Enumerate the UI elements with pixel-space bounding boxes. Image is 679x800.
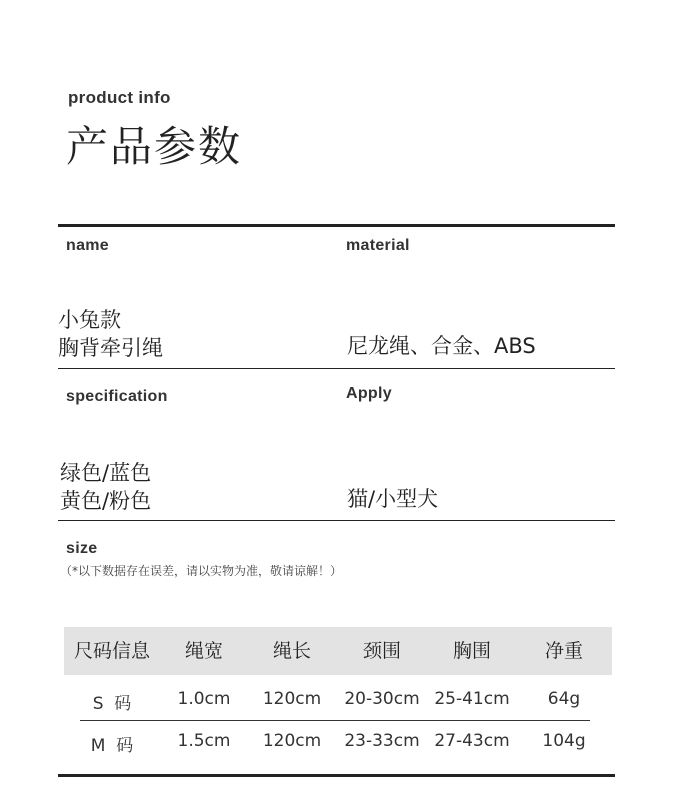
name-value-line1: 小兔款 — [58, 308, 121, 332]
cell-neck-girth: 23-33cm — [344, 731, 420, 751]
header-rope-length: 绳长 — [272, 640, 311, 662]
name-value-line2: 胸背牵引绳 — [58, 336, 163, 360]
specification-label: specification — [66, 388, 168, 405]
bottom-divider — [58, 774, 615, 777]
section-divider-1 — [58, 368, 615, 369]
size-label: size — [66, 540, 98, 557]
header-rope-width: 绳宽 — [184, 640, 223, 662]
size-note: （*以下数据存在误差，请以实物为准，敬请谅解！） — [60, 564, 343, 578]
row-divider — [80, 720, 590, 721]
spec-value-line1: 绿色/蓝色 — [60, 461, 152, 485]
cell-net-weight: 64g — [547, 689, 581, 709]
cell-rope-width: 1.0cm — [177, 689, 231, 709]
top-divider — [58, 224, 615, 227]
table-row — [64, 725, 612, 759]
cell-rope-width: 1.5cm — [177, 731, 231, 751]
header-chest-girth: 胸围 — [452, 640, 491, 662]
size-table-header — [64, 627, 612, 675]
apply-label: Apply — [346, 385, 392, 402]
header-neck-girth: 颈围 — [362, 640, 401, 662]
material-value: 尼龙绳、合金、ABS — [347, 334, 536, 358]
product-info-subtitle: product info — [68, 88, 171, 107]
table-row — [64, 683, 612, 717]
header-size-info: 尺码信息 — [73, 640, 150, 662]
cell-neck-girth: 20-30cm — [344, 689, 420, 709]
spec-value-line2: 黄色/粉色 — [60, 489, 152, 513]
name-label: name — [66, 237, 109, 254]
section-divider-2 — [58, 520, 615, 521]
cell-size: M 码 — [90, 736, 134, 756]
apply-value: 猫/小型犬 — [347, 487, 439, 511]
material-label: material — [346, 237, 410, 254]
cell-rope-length: 120cm — [262, 689, 322, 709]
cell-net-weight: 104g — [542, 731, 586, 751]
header-net-weight: 净重 — [544, 640, 583, 662]
cell-rope-length: 120cm — [262, 731, 322, 751]
cell-chest-girth: 25-41cm — [434, 689, 510, 709]
page-title: 产品参数 — [66, 122, 243, 171]
cell-chest-girth: 27-43cm — [434, 731, 510, 751]
cell-size: S 码 — [92, 694, 132, 714]
